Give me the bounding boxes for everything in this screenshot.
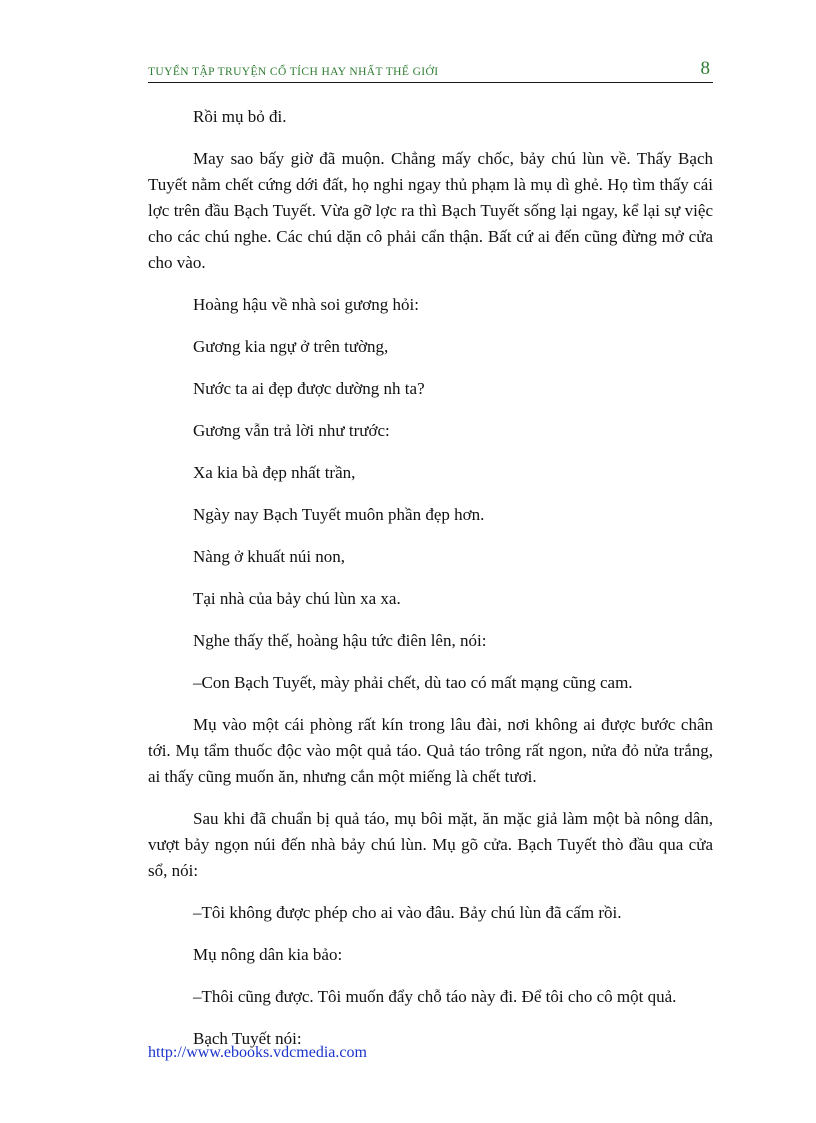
dialogue-line: –Thôi cũng được. Tôi muốn đẩy chỗ táo này đi. Để tôi cho cô một quả.: [193, 987, 677, 1006]
page-body: [148, 104, 713, 1068]
page-number: 8: [700, 58, 710, 79]
dialogue-line: –Con Bạch Tuyết, mày phải chết, dù tao có mất mạng cũng cam.: [193, 673, 633, 692]
verse-line: Xa kia bà đẹp nhất trần,: [193, 463, 356, 482]
paragraph: Nghe thấy thế, hoàng hậu tức điên lên, nói:: [193, 631, 487, 650]
footer-website-link[interactable]: http://www.ebooks.vdcmedia.com: [148, 1044, 367, 1061]
paragraph: Hoàng hậu về nhà soi gương hỏi:: [193, 295, 419, 314]
book-title: TUYỂN TẬP TRUYỆN CỔ TÍCH HAY NHẤT THẾ GIỚI: [148, 66, 439, 78]
paragraph: Mụ vào một cái phòng rất kín trong lâu đài, nơi không ai được bước chân tới. Mụ tẩm thuốc độc vào một quả táo. Quả táo trông rất ngon, nửa đỏ nửa trắng, ai thấy cũng muốn ăn, nhưng cắn một miếng là chết tươi.: [148, 715, 713, 786]
dialogue-line: –Tôi không được phép cho ai vào đâu. Bảy chú lùn đã cấm rồi.: [193, 903, 622, 922]
paragraph: Gương vẫn trả lời như trước:: [193, 421, 390, 440]
paragraph: Mụ nông dân kia bảo:: [193, 945, 343, 964]
paragraph: Bạch Tuyết nói:: [193, 1029, 302, 1048]
verse-line: Tại nhà của bảy chú lùn xa xa.: [193, 589, 401, 608]
paragraph: May sao bấy giờ đã muộn. Chẳng mấy chốc, bảy chú lùn về. Thấy Bạch Tuyết nằm chết cứng dới đất, họ nghi ngay thủ phạm là mụ dì ghẻ. Họ tìm thấy cái lợc trên đầu Bạch Tuyết. Vừa gỡ lợc ra thì Bạch Tuyết sống lại ngay, kể lại sự việc cho các chú nghe. Các chú dặn cô phải cẩn thận. Bất cứ ai đến cũng đừng mở cửa cho vào.: [148, 149, 713, 272]
paragraph: Sau khi đã chuẩn bị quả táo, mụ bôi mặt, ăn mặc giả làm một bà nông dân, vượt bảy ngọn núi đến nhà bảy chú lùn. Mụ gõ cửa. Bạch Tuyết thò đầu qua cửa sổ, nói:: [148, 809, 713, 880]
verse-line: Gương kia ngự ở trên tường,: [193, 337, 389, 356]
verse-line: Nàng ở khuất núi non,: [193, 547, 346, 566]
verse-line: Nước ta ai đẹp được dường nh ta?: [193, 379, 425, 398]
verse-line: Ngày nay Bạch Tuyết muôn phần đẹp hơn.: [193, 505, 485, 524]
page-header: [148, 60, 713, 83]
paragraph: Rồi mụ bỏ đi.: [193, 107, 287, 126]
